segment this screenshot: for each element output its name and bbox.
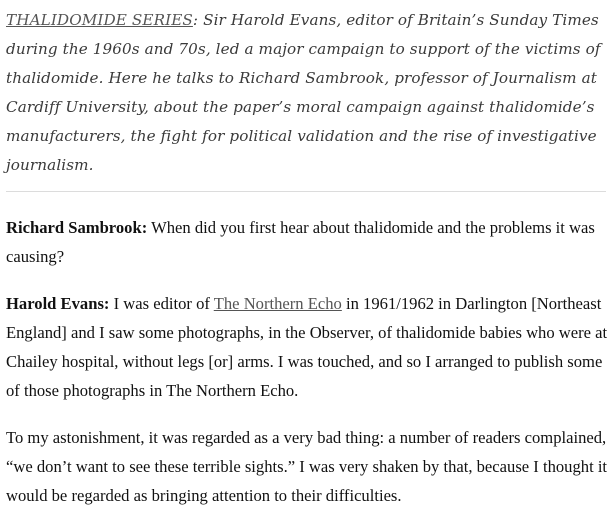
answer-text-end: in 1961/1962 in Darlington [Northeast England] and I saw some photographs, in the Observer, of thalidomide babies who were at Chailey hospital, without legs [or] arms. I was touched, and so I arranged to publish some of those photographs in The Northern Echo. [6, 294, 608, 400]
intro-paragraph [6, 6, 606, 180]
answer-paragraph [6, 289, 609, 405]
question-paragraph [6, 213, 609, 271]
answer-paragraph-continued [6, 423, 609, 510]
thalidomide-series-link[interactable]: THALIDOMIDE SERIES [6, 11, 193, 29]
question-text: When did you first hear about thalidomide and the problems it was causing? [6, 218, 595, 266]
interviewee-name: Harold Evans: [6, 294, 110, 313]
answer-text-start: I was editor of [109, 294, 214, 313]
interviewer-name: Richard Sambrook: [6, 218, 148, 237]
answer-continued-text: To my astonishment, it was regarded as a very bad thing: a number of readers complained, “we don’t want to see these terrible sights.” I was very shaken by that, because I thought it would be regarded as bringing attention to their difficulties. [6, 428, 608, 505]
section-divider [6, 191, 606, 192]
intro-text: : Sir Harold Evans, editor of Britain’s Sunday Times during the 1960s and 70s, led a major campaign to support of the victims of thalidomide. Here he talks to Richard Sambrook, professor of Journalism at Cardiff University, about the paper’s moral campaign against thalidomide’s manufacturers, the fight for political validation and the rise of investigative journalism. [6, 11, 601, 174]
northern-echo-link[interactable]: The Northern Echo [213, 294, 342, 313]
